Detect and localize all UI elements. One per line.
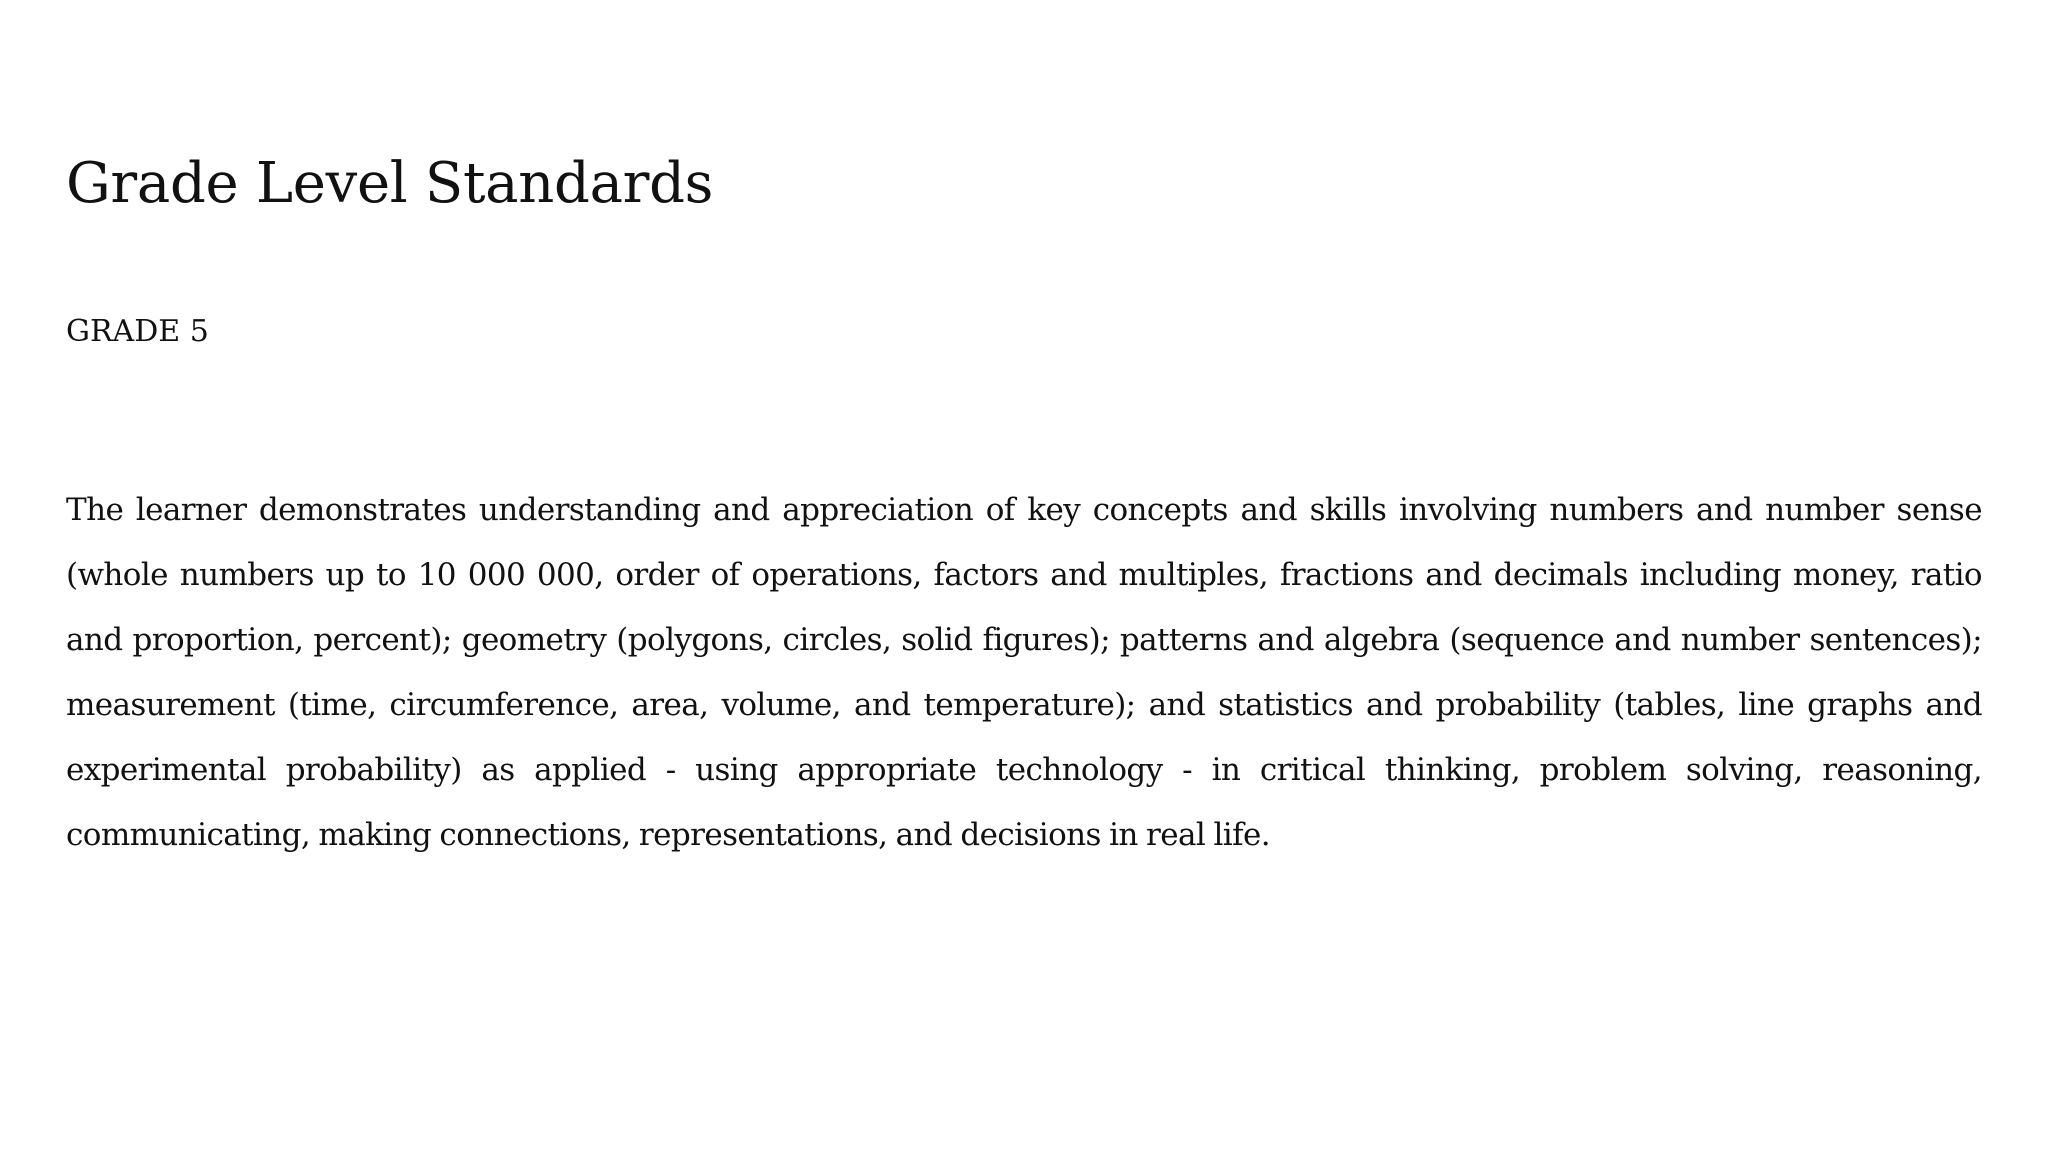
page-title: Grade Level Standards (66, 151, 714, 216)
standard-paragraph: The learner demonstrates understanding and appreciation of key concepts and skills involving numbers and number sense (whole numbers up to 10 000 000, order of operations, factors and multiples, fractions and decimals including money, ratio and proportion, percent); geometry (polygons, circles, solid figures); patterns and algebra (sequence and number sentences); measurement (time, circumference, area, volume, and temperature); and statistics and probability (tables, line graphs and experimental probability) as applied - using appropriate technology - in critical thinking, problem solving, reasoning, communicating, making connections, representations, and decisions in real life. (66, 492, 1982, 853)
grade-label: GRADE 5 (66, 314, 209, 349)
